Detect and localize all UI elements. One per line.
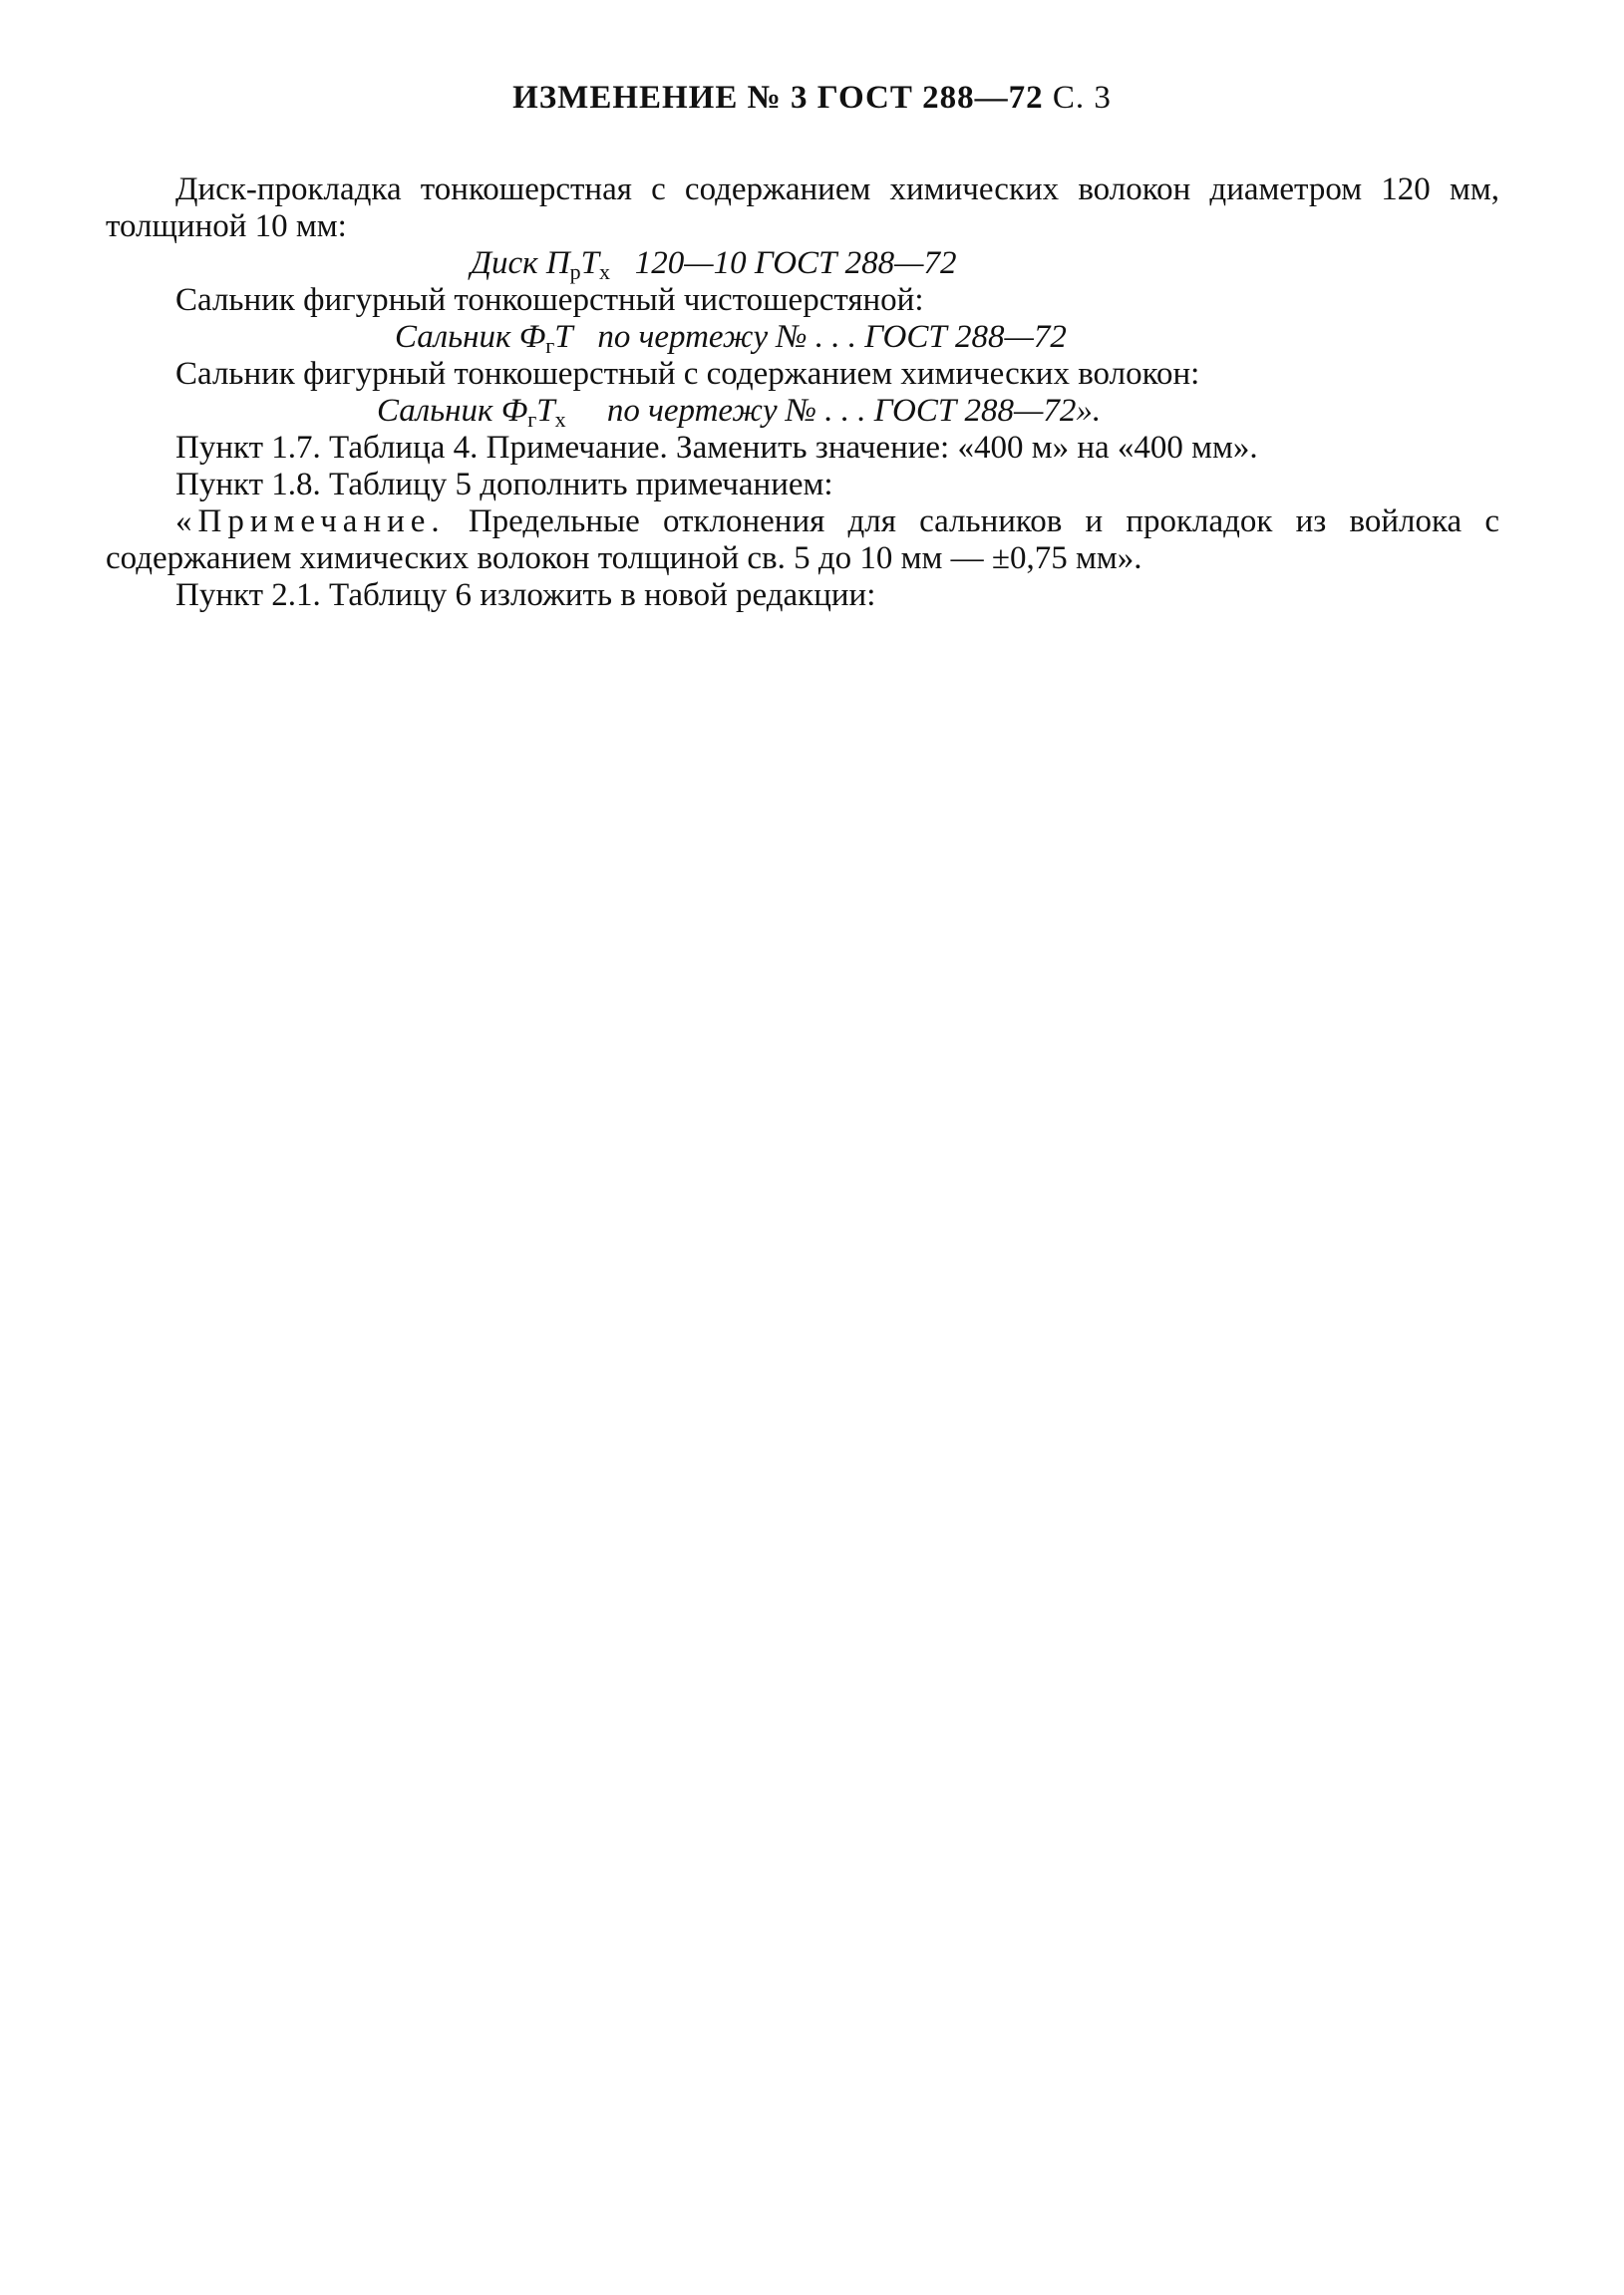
document-body: [106, 171, 1499, 614]
disk-designation-part-a: Диск П: [471, 245, 570, 281]
disk-designation-subscript-1: р: [569, 259, 581, 284]
salnik1-designation-part-b: Т: [554, 319, 573, 355]
salnik1-intro-paragraph: Сальник фигурный тонкошерстный чистошерстяной:: [175, 282, 924, 318]
salnik2-designation: [106, 393, 1499, 430]
note-label: «Примечание.: [175, 503, 446, 539]
amendment-title: ИЗМЕНЕНИЕ № 3 ГОСТ 288—72: [512, 80, 1044, 116]
salnik2-designation-subscript-2: х: [554, 407, 566, 432]
disk-intro-paragraph: Диск-прокладка тонкошерстная с содержанием химических волокон диаметром 120 мм, толщиной 10 мм:: [106, 171, 1499, 244]
item-1-7-paragraph: Пункт 1.7. Таблица 4. Примечание. Заменить значение: «400 м» на «400 мм».: [175, 430, 1258, 466]
note-text: Предельные отклонения для сальников и прокладок из войлока с содержанием химических волокон толщиной св. 5 до 10 мм — ±0,75 мм».: [106, 503, 1499, 576]
salnik2-designation-part-a: Сальник Ф: [377, 393, 528, 429]
salnik1-designation-part-a: Сальник Ф: [395, 319, 546, 355]
item-1-8-paragraph: Пункт 1.8. Таблицу 5 дополнить примечанием:: [175, 467, 833, 502]
disk-designation-part-b: Т: [580, 245, 600, 281]
page-reference: С. 3: [1052, 80, 1112, 116]
salnik2-intro-paragraph: Сальник фигурный тонкошерстный с содержанием химических волокон:: [175, 356, 1200, 392]
salnik2-designation-part-c: по чертежу № . . . ГОСТ 288—72».: [606, 393, 1102, 429]
salnik1-designation: [106, 319, 1499, 356]
salnik1-designation-subscript: г: [545, 333, 555, 358]
disk-designation: [106, 245, 1499, 282]
salnik2-designation-subscript-1: г: [527, 407, 537, 432]
salnik2-designation-part-b: Т: [536, 393, 555, 429]
page-header: [0, 80, 1624, 117]
salnik1-designation-part-c: по чертежу № . . . ГОСТ 288—72: [597, 319, 1067, 355]
disk-designation-part-c: 120—10 ГОСТ 288—72: [634, 245, 957, 281]
disk-designation-subscript-2: х: [599, 259, 611, 284]
item-2-1-paragraph: Пункт 2.1. Таблицу 6 изложить в новой редакции:: [175, 577, 876, 613]
note-paragraph: [106, 503, 1499, 577]
